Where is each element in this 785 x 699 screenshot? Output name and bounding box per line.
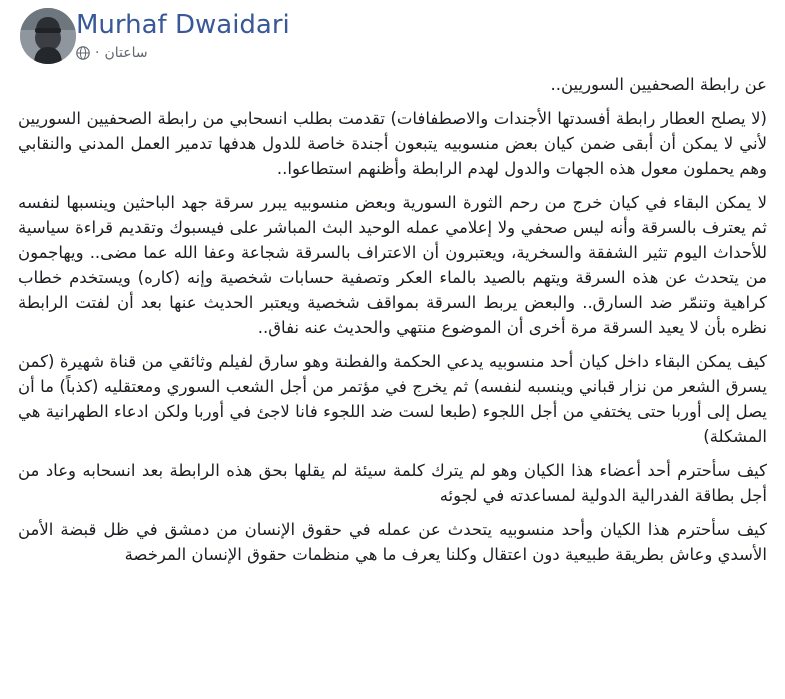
post-meta	[76, 45, 148, 61]
post-timestamp[interactable]: ساعتان	[104, 45, 148, 61]
post-body	[0, 72, 785, 567]
post-paragraph: كيف سأحترم أحد أعضاء هذا الكيان وهو لم يترك كلمة سيئة لم يقلها بحق هذه الرابطة بعد انسحابه وعاد من أجل بطاقة الفدرالية الدولية لمساعدته في لجوئه	[12, 461, 767, 505]
post-paragraph: عن رابطة الصحفيين السوريين..	[550, 75, 767, 94]
post-header-text	[76, 8, 290, 61]
post-paragraph: لا يمكن البقاء في كيان خرج من رحم الثورة السورية وبعض منسوبيه يبرر سرقة جهد الباحثين وينسبها لنفسه ثم يعترف بالسرقة وأنه ليس صحفي ولا إعلامي عمله الوحيد البث المباشر على فيسبوك وتقديم قراءة سياسية للأحداث اليوم تثير الشفقة والسخرية، ويعتبرون أن الاعتراف بالسرقة شجاعة وعفا الله عما مضى.. ويهاجمون من يتحدث عن هذه السرقة ويتهم بالصيد بالماء العكر وتصفية حسابات شخصية وإنه (كاره) ويستخدم خطاب كراهية وتنمّر ضد السارق.. والبعض يربط السرقة بمواقف شخصية ويعتبر الحديث عنها بعد أن لفتت الرابطة نظره بأن لا يعيد السرقة مرة أخرى أن الموضوع منتهي والحديث عنه نفاق..	[12, 193, 767, 337]
post-paragraph: كيف يمكن البقاء داخل كيان أحد منسوبيه يدعي الحكمة والفطنة وهو سارق لفيلم وثائقي من قناة شهيرة (كمن يسرق الشعر من نزار قباني وينسبه لنفسه) ثم يخرج في مؤتمر من أجل الشعب السوري ومعتقليه (كذباً) ما أن يصل إلى أوربا حتى يختفي من أجل اللجوء (طبعا لست ضد اللجوء فانا لاجئ في أوربا ولكن ادعاء الطهرانية هي المشكلة)	[12, 352, 767, 446]
meta-separator: ·	[95, 45, 100, 61]
post-paragraph: كيف سأحترم هذا الكيان وأحد منسوبيه يتحدث عن عمله في حقوق الإنسان من دمشق في ظل قبضة الأمن الأسدي وعاش بطريقة طبيعية دون اعتقال وكلنا يعرف ما هي منظمات حقوق الإنسان المرخصة	[12, 520, 767, 564]
post-header	[0, 0, 785, 72]
author-name[interactable]: Murhaf Dwaidari	[76, 10, 290, 40]
globe-icon[interactable]	[76, 46, 90, 60]
post-paragraph: (لا يصلح العطار رابطة أفسدتها الأجندات والاصطفافات) تقدمت بطلب انسحابي من رابطة الصحفيين السوريين لأني لا يمكن أن أبقى ضمن كيان بعض منسوبيه يتبعون أجندة خاصة للدول هدفها تدمير العمل المدني والنقابي وهم يحملون معول هذه الجهات والدول لهدم الرابطة وأظنهم استطاعوا..	[12, 109, 767, 178]
avatar[interactable]	[20, 8, 76, 64]
